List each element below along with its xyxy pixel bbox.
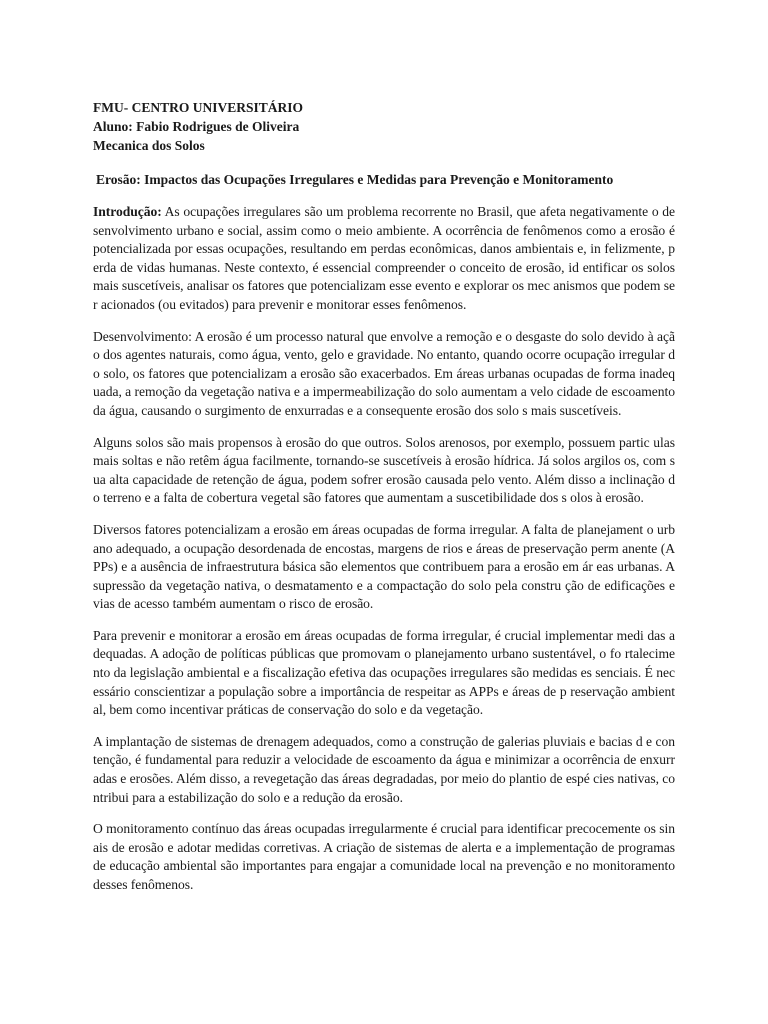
intro-label: Introdução: — [93, 204, 162, 219]
prevention-paragraph: Para prevenir e monitorar a erosão em áreas ocupadas de forma irregular, é crucial implementar medi das adequadas. A adoção de políticas públicas que promovam o planejamento urbano sustentável, o fo rtalecimento da legislação ambiental e a fiscalização efetiva das ocupações irregulares são medidas es senciais. É necessário conscientizar a população sobre a importância de respeitar as APPs e áreas de p reservação ambiental, bem como incentivar práticas de conservação do solo e da vegetação. — [93, 627, 675, 718]
development-paragraph: Desenvolvimento: A erosão é um processo natural que envolve a remoção e o desgaste do solo devido à ação dos agentes naturais, como água, vento, gelo e gravidade. No entanto, quando ocorre ocupação irregular do solo, os fatores que potencializam a erosão são exacerbados. Em áreas urbanas ocupadas de forma inadequada, a remoção da vegetação nativa e a impermeabilização do solo aumentam a velo cidade de escoamento da água, causando o surgimento de enxurradas e a consequente erosão dos solo s mais suscetíveis. — [93, 328, 675, 418]
intro-text: As ocupações irregulares são um problema recorrente no Brasil, que afeta negativamente o desenvolvimento urbano e social, assim como o meio ambiente. A ocorrência de fenômenos como a erosão é potencializada por essas ocupações, resultando em perdas econômicas, danos ambientais e, in felizmente, perda de vidas humanas. Neste contexto, é essencial compreender o conceito de erosão, id entificar os solos mais suscetíveis, analisar os fatores que potencializam esse evento e explorar os mec anismos que podem ser acionados (ou evitados) para prevenir e monitorar esses fenômenos. — [93, 204, 675, 312]
monitoring-paragraph: O monitoramento contínuo das áreas ocupadas irregularmente é crucial para identificar precocemente os sinais de erosão e adotar medidas corretivas. A criação de sistemas de alerta e a implementação de programas de educação ambiental são importantes para engajar a comunidade local na prevenção e no monitoramento desses fenômenos. — [93, 821, 675, 892]
soils-paragraph: Alguns solos são mais propensos à erosão do que outros. Solos arenosos, por exemplo, possuem partic ulas mais soltas e não retêm água facilmente, tornando-se suscetíveis à erosão hídrica. Já solos argilos os, com sua alta capacidade de retenção de água, podem sofrer erosão causada pelo vento. Além disso a inclinação do terreno e a falta de cobertura vegetal são fatores que aumentam a suscetibilidade dos s olos à erosão. — [93, 434, 675, 506]
course-name: Mecanica dos Solos — [93, 138, 205, 153]
student-name: Aluno: Fabio Rodrigues de Oliveira — [93, 119, 300, 134]
institution-name: FMU- CENTRO UNIVERSITÁRIO — [93, 100, 304, 115]
document-title: Erosão: Impactos das Ocupações Irregulares e Medidas para Prevenção e Monitoramento — [96, 172, 614, 187]
drainage-paragraph: A implantação de sistemas de drenagem adequados, como a construção de galerias pluviais e bacias d e contenção, é fundamental para reduzir a velocidade de escoamento da água e minimizar a ocorrência de enxurradas e erosões. Além disso, a revegetação das áreas degradadas, por meio do plantio de espé cies nativas, contribui para a estabilização do solo e a redução da erosão. — [93, 733, 675, 805]
intro-paragraph — [93, 203, 675, 315]
factors-paragraph: Diversos fatores potencializam a erosão em áreas ocupadas de forma irregular. A falta de planejament o urbano adequado, a ocupação desordenada de encostas, margens de rios e áreas de preservação perm anente (APPs) e a ausência de infraestrutura básica são elementos que contribuem para a erosão em ár eas urbanas. A supressão da vegetação nativa, o desmatamento e a compactação do solo pela constru ção de edificações e vias de acesso também aumentam o risco de erosão. — [93, 521, 675, 612]
document-body — [93, 98, 675, 895]
